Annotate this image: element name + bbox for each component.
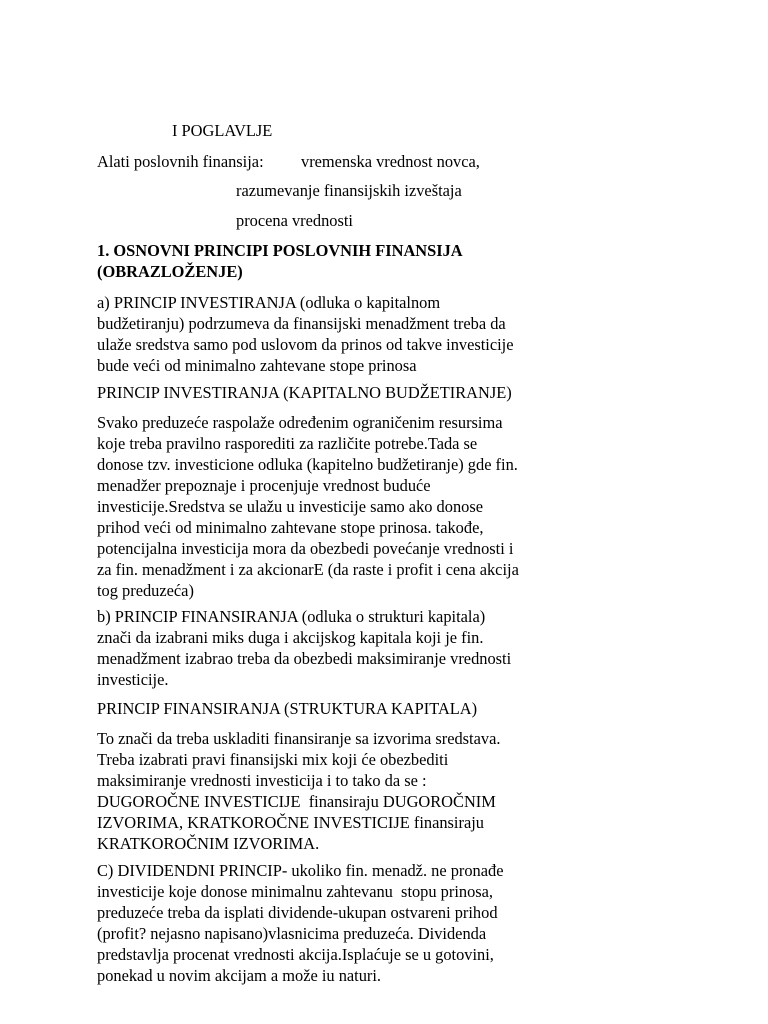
tools-item: razumevanje finansijskih izveštaja bbox=[236, 181, 462, 200]
paragraph-line: b) PRINCIP FINANSIRANJA (odluka o strukturi kapitala) bbox=[97, 607, 486, 626]
paragraph-line: IZVORIMA, KRATKOROČNE INVESTICIJE finansiraju bbox=[97, 813, 484, 832]
paragraph-line: preduzeće treba da isplati dividende-ukupan ostvareni prihod bbox=[97, 903, 498, 922]
paragraph-line: C) DIVIDENDNI PRINCIP- ukoliko fin. menadž. ne pronađe bbox=[97, 861, 504, 880]
paragraph-line: prihod veći od minimalno zahtevane stope prinosa. takođe, bbox=[97, 518, 484, 537]
paragraph-line: koje treba pravilno rasporediti za različite potrebe.Tada se bbox=[97, 434, 478, 453]
tools-label: Alati poslovnih finansija: bbox=[97, 152, 264, 171]
chapter-title: I POGLAVLJE bbox=[172, 121, 273, 140]
paragraph-line: To znači da treba uskladiti finansiranje sa izvorima sredstava. bbox=[97, 729, 501, 748]
paragraph-line: investicije.Sredstva se ulažu u investicije samo ako donose bbox=[97, 497, 483, 516]
paragraph-line: za fin. menadžment i za akcionarE (da raste i profit i cena akcija bbox=[97, 560, 519, 579]
tools-item: vremenska vrednost novca, bbox=[301, 152, 480, 171]
tools-item: procena vrednosti bbox=[236, 211, 353, 230]
paragraph-line: donose tzv. investicione odluka (kapitelno budžetiranje) gde fin. bbox=[97, 455, 518, 474]
paragraph-line: ulaže sredstva samo pod uslovom da prinos od takve investicije bbox=[97, 335, 514, 354]
section-heading: (OBRAZLOŽENJE) bbox=[97, 262, 243, 281]
paragraph-line: tog preduzeća) bbox=[97, 581, 194, 600]
paragraph-line: KRATKOROČNIM IZVORIMA. bbox=[97, 834, 320, 853]
subheading: PRINCIP INVESTIRANJA (KAPITALNO BUDŽETIRANJE) bbox=[97, 383, 512, 402]
paragraph-line: budžetiranju) podrzumeva da finansijski menadžment treba da bbox=[97, 314, 506, 333]
subheading: PRINCIP FINANSIRANJA (STRUKTURA KAPITALA) bbox=[97, 699, 478, 718]
paragraph-line: Svako preduzeće raspolaže određenim ograničenim resursima bbox=[97, 413, 503, 432]
paragraph-line: (profit? nejasno napisano)vlasnicima preduzeća. Dividenda bbox=[97, 924, 487, 943]
paragraph-line: znači da izabrani miks duga i akcijskog kapitala koji je fin. bbox=[97, 628, 484, 647]
paragraph-line: predstavlja procenat vrednosti akcija.Isplaćuje se u gotovini, bbox=[97, 945, 494, 964]
paragraph-line: DUGOROČNE INVESTICIJE finansiraju DUGOROČNIM bbox=[97, 792, 496, 811]
paragraph-line: menadžer prepoznaje i procenjuje vrednost buduće bbox=[97, 476, 431, 495]
paragraph-line: investicije. bbox=[97, 670, 169, 689]
section-heading: 1. OSNOVNI PRINCIPI POSLOVNIH FINANSIJA bbox=[97, 241, 463, 260]
paragraph-line: bude veći od minimalno zahtevane stope prinosa bbox=[97, 356, 417, 375]
paragraph-line: a) PRINCIP INVESTIRANJA (odluka o kapitalnom bbox=[97, 293, 441, 312]
paragraph-line: Treba izabrati pravi finansijski mix koji će obezbediti bbox=[97, 750, 449, 769]
paragraph-line: ponekad u novim akcijam a može iu naturi. bbox=[97, 966, 382, 985]
paragraph-line: menadžment izabrao treba da obezbedi maksimiranje vrednosti bbox=[97, 649, 512, 668]
paragraph-line: potencijalna investicija mora da obezbedi povećanje vrednosti i bbox=[97, 539, 514, 558]
paragraph-line: investicije koje donose minimalnu zahtevanu stopu prinosa, bbox=[97, 882, 494, 901]
paragraph-line: maksimiranje vrednosti investicija i to tako da se : bbox=[97, 771, 427, 790]
